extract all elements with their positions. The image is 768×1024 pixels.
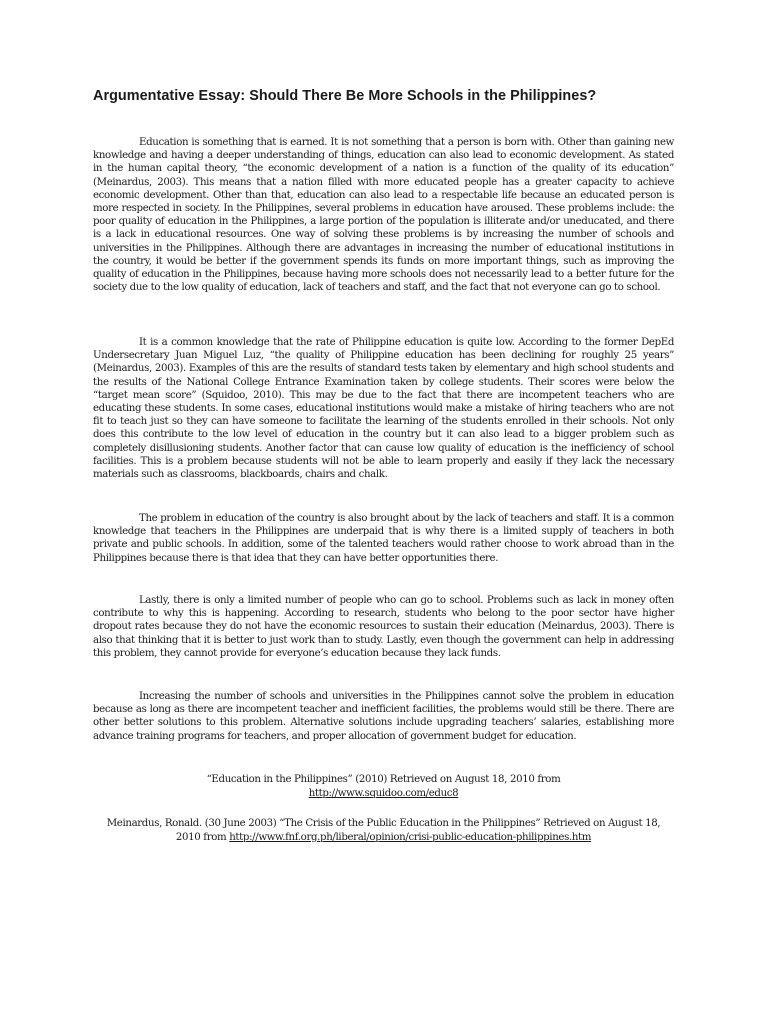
essay-paragraph-2 — [93, 336, 674, 481]
essay-paragraph-1 — [93, 136, 674, 294]
reference-1 — [93, 773, 674, 801]
document-title: Argumentative Essay: Should There Be More Schools in the Philippines? — [93, 88, 597, 104]
paragraph-text: The problem in education of the country is also brought about by the lack of teachers and staff. It is a common knowledge that teachers in the Philippines are underpaid that is why there is a limited supply of teachers in both private and public schools. In addition, some of the talented teachers would rather choose to work abroad than in the Philippines because there is that idea that they can have better opportunities there. — [93, 513, 674, 564]
paragraph-text: Lastly, there is only a limited number of people who can go to school. Problems such as lack in money often contribute to why this is happening. According to research, students who belong to the poor sector have higher dropout rates because they do not have the economic resources to sustain their education (Meinardus, 2003). There is also that thinking that it is better to just work than to study. Lastly, even though the government can help in addressing this problem, they cannot provide for everyone’s education because they lack funds. — [93, 595, 674, 659]
paragraph-text: Increasing the number of schools and universities in the Philippines cannot solve the problem in education because as long as there are incompetent teacher and inefficient facilities, the problems would still be there. There are other better solutions to this problem. Alternative solutions include upgrading teachers’ salaries, establishing more advance training programs for teachers, and proper allocation of government budget for education. — [93, 691, 674, 742]
essay-paragraph-4 — [93, 594, 674, 660]
reference-text: “Education in the Philippines” (2010) Retrieved on August 18, 2010 from — [206, 774, 561, 785]
reference-link[interactable]: http://www.squidoo.com/educ8 — [308, 788, 459, 799]
reference-link[interactable]: http://www.fnf.org.ph/liberal/opinion/crisi-public-education-philippines.htm — [229, 832, 592, 843]
paragraph-text: It is a common knowledge that the rate of Philippine education is quite low. According to the former DepEd Undersecretary Juan Miguel Luz, “the quality of Philippine education has been declining for roughly 25 years” (Meinardus, 2003). Examples of this are the results of standard tests taken by elementary and high school students and the results of the National College Entrance Examination taken by college students. Their scores were below the “target mean score” (Squidoo, 2010). This may be due to the fact that there are incompetent teachers who are educating these students. In some cases, educational institutions would make a mistake of hiring teachers who are not fit to teach just so they can have someone to facilitate the learning of the students enrolled in their schools. Not only does this contribute to the low level of education in the country but it can also lead to a bigger problem such as completely disillusioning students. Another factor that can cause low quality of education is the inefficiency of school facilities. This is a problem because students will not be able to learn properly and easily if they lack the necessary materials such as classrooms, blackboards, chairs and chalk. — [93, 337, 674, 481]
essay-paragraph-3 — [93, 512, 674, 565]
reference-2 — [93, 817, 674, 845]
paragraph-text: Education is something that is earned. It is not something that a person is born with. Other than gaining new knowledge and having a deeper understanding of things, education can also lead to economic development. As stated in the human capital theory, “the economic development of a nation is a function of the quality of its education” (Meinardus, 2003). This means that a nation filled with more educated people has a greater capacity to achieve economic development. Other than that, education can also lead to a respectable life because an educated person is more respected in society. In the Philippines, several problems in education have aroused. These problems include: the poor quality of education in the Philippines, a large portion of the population is illiterate and/or uneducated, and there is a lack in educational resources. One way of solving these problems is by increasing the number of schools and universities in the Philippines. Although there are advantages in increasing the number of educational institutions in the country, it would be better if the government spends its funds on more important things, such as improving the quality of education in the Philippines, because having more schools does not necessarily lead to a better future for the society due to the low quality of education, lack of teachers and staff, and the fact that not everyone can go to school. — [93, 137, 674, 294]
reference-text: Meinardus, Ronald. (30 June 2003) “The Crisis of the Public Education in the Philippines” Retrieved on August 18, 2010 from — [106, 818, 661, 843]
essay-paragraph-5 — [93, 690, 674, 743]
